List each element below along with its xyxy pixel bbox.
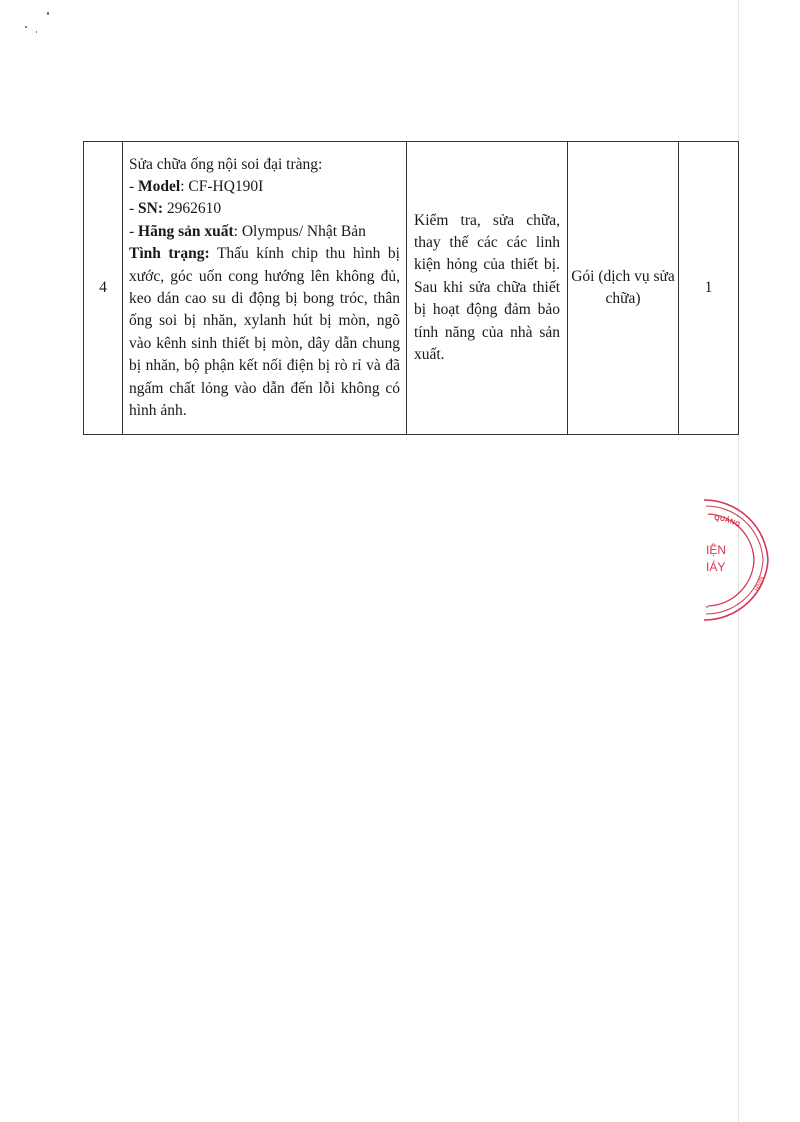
description-cell — [123, 142, 407, 435]
stamp-text-bottom: NINH — [752, 575, 764, 592]
scan-speck — [25, 26, 27, 28]
manufacturer-label: Hãng sản xuất — [138, 222, 234, 240]
item-title: Sửa chữa ống nội soi đại tràng: — [129, 155, 323, 173]
manufacturer-line: - Hãng sản xuất: Olympus/ Nhật Bản — [129, 222, 366, 240]
quantity-cell: 1 — [679, 142, 739, 435]
red-seal-stamp — [698, 498, 770, 622]
model-line: - Model: CF-HQ190I — [129, 177, 264, 195]
condition-value: Thấu kính chip thu hình bị xước, góc uốn cong hướng lên không đủ, keo dán cao su di động bị bong tróc, thân ống soi bị nhăn, xylanh hút bị mòn, ngõ vào kênh sinh thiết bị mòn, dây dẫn chung bị nhăn, bộ phận kết nối điện bị rò rỉ và đã ngấm chất lỏng vào dẫn đến lỗi không có hình ảnh. — [129, 245, 400, 420]
work-cell: Kiểm tra, sửa chữa, thay thế các các linh kiện hỏng của thiết bị. Sau khi sửa chữa thiết bị hoạt động đảm bảo tính năng của nhà sản xuất. — [407, 142, 568, 435]
sn-line: - SN: 2962610 — [129, 200, 222, 218]
unit-cell: Gói (dịch vụ sửa chữa) — [568, 142, 679, 435]
stamp-text-top: QUẢNG — [713, 514, 742, 530]
scan-speck — [36, 31, 37, 33]
stt-cell: 4 — [84, 142, 123, 435]
manufacturer-value: : Olympus/ Nhật Bản — [233, 222, 366, 240]
condition-text — [129, 243, 400, 422]
condition-label: Tình trạng: — [129, 245, 210, 263]
table-row — [84, 142, 739, 435]
sn-value: 2962610 — [163, 200, 222, 218]
model-value: : CF-HQ190I — [180, 177, 264, 195]
model-label: Model — [138, 177, 181, 195]
repair-table — [83, 141, 739, 435]
scan-speck — [47, 12, 49, 15]
stamp-text-mid2: IÁY — [706, 560, 726, 574]
svg-text:QUẢNG — [714, 515, 742, 530]
stamp-text-mid1: IỆN — [706, 543, 727, 557]
sn-label: SN: — [138, 200, 164, 218]
